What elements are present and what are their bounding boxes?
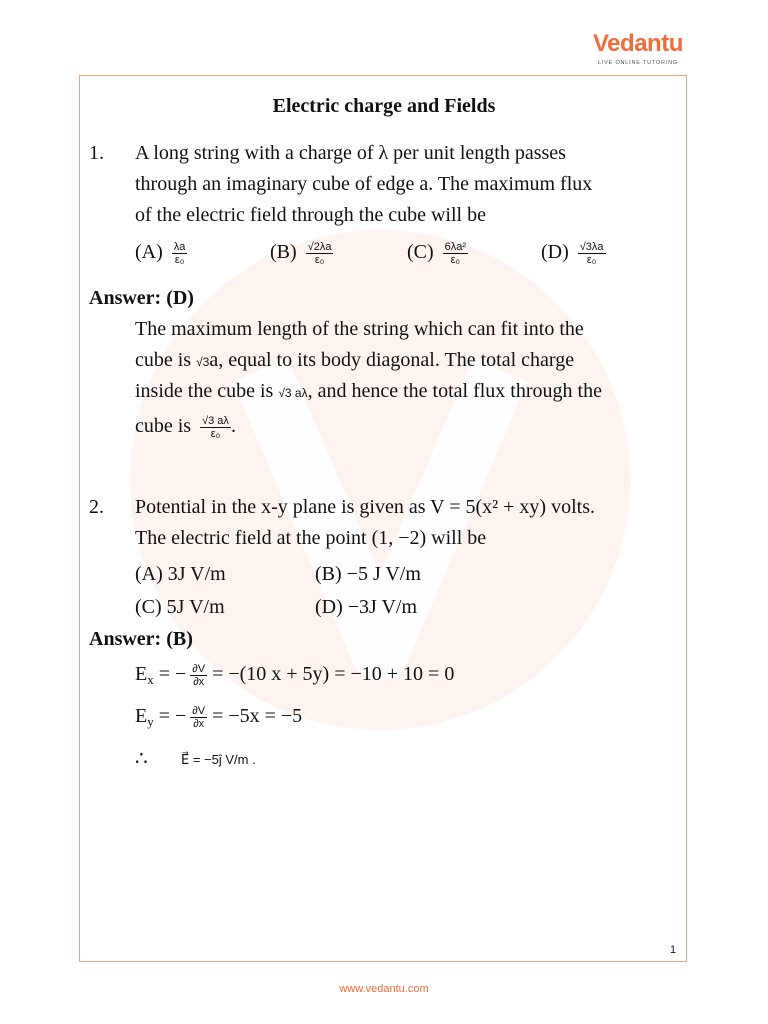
- option-c: (C) $\frac{\text{6λa²}}{\text{ε₀}}$: [407, 240, 467, 266]
- question-2-line-1: Potential in the x-y plane is given as V = 5(x² + xy) volts.: [135, 496, 595, 518]
- therefore-symbol: ∴: [135, 748, 148, 770]
- option-b: (B) $\frac{√2\lambda a}{\text{ε₀}}$: [270, 240, 332, 266]
- charge-term: √3 aλ: [278, 386, 308, 400]
- question-1-line-1: A long string with a charge of λ per unit length passes: [135, 142, 566, 164]
- ex-equation: $E_x$ = − $\frac{\partial V}{\partial x}$ = −(10 x + 5y) = −10 + 10 = 0: [135, 662, 455, 688]
- option-a: (A) $\frac{\lambda a}{\text{ε₀}}$: [135, 240, 186, 266]
- question-1-line-2: through an imaginary cube of edge a. The maximum flux: [135, 173, 593, 195]
- question-1-number: 1.: [89, 142, 104, 164]
- explanation-1-line-2: cube is √3a, equal to its body diagonal. The total charge: [135, 349, 575, 371]
- brand-tagline: LIVE ONLINE TUTORING: [598, 60, 678, 66]
- page-title: Electric charge and Fields: [272, 95, 496, 117]
- question-2-line-2: The electric field at the point (1, −2) will be: [135, 527, 487, 549]
- q2-option-c: (C) 5J V/m: [135, 596, 225, 618]
- q2-option-b: (B) −5 J V/m: [315, 563, 421, 585]
- q2-option-d: (D) −3J V/m: [315, 596, 418, 618]
- question-2-number: 2.: [89, 496, 104, 518]
- brand-logo: Vedantu: [593, 30, 683, 57]
- ey-equation: $E_y$ = − $\frac{\partial V}{\partial x}$ = −5x = −5: [135, 704, 303, 730]
- answer-1: Answer: (D): [89, 287, 194, 309]
- q2-option-a: (A) 3J V/m: [135, 563, 226, 585]
- result-vector: E⃗ = −5ĵ V/m .: [181, 752, 256, 767]
- explanation-1-line-1: The maximum length of the string which can fit into the: [135, 318, 584, 340]
- footer-url[interactable]: www.vedantu.com: [339, 983, 429, 995]
- answer-2: Answer: (B): [89, 628, 193, 650]
- page-number: 1: [670, 944, 677, 956]
- explanation-1-line-3: inside the cube is √3 aλ, and hence the total flux through the: [135, 380, 602, 402]
- option-d: (D) $\frac{√3\lambda a}{\text{ε₀}}$: [541, 240, 604, 266]
- sqrt3-term: √3: [196, 355, 210, 369]
- question-1-line-3: of the electric field through the cube will be: [135, 204, 486, 226]
- explanation-1-line-4: cube is $\frac{√3 a\lambda}{\text{ε₀}}$ .: [135, 414, 236, 440]
